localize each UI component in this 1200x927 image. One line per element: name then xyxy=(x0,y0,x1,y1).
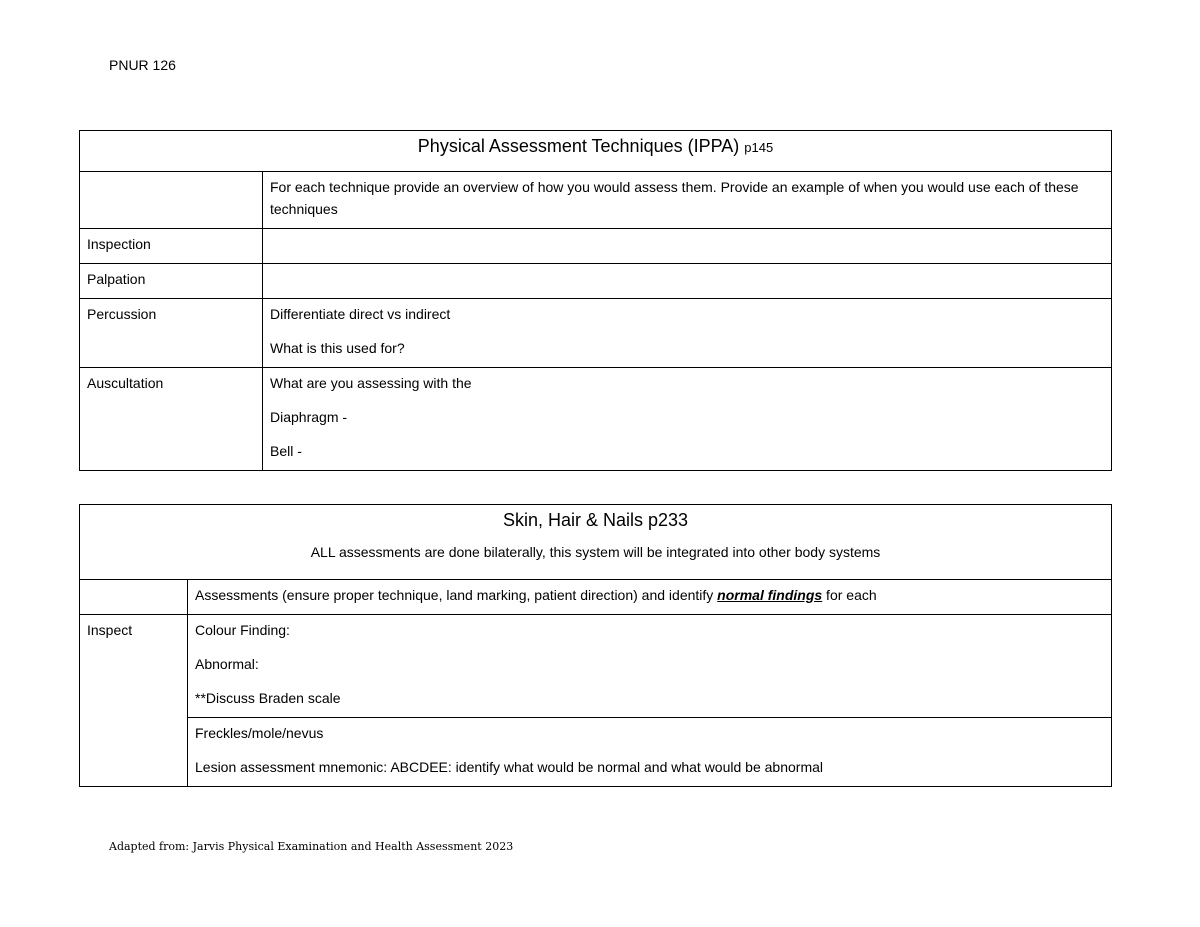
palpation-answer-cell[interactable] xyxy=(263,264,1112,299)
table-row xyxy=(80,264,1112,299)
ippa-empty-label-cell xyxy=(80,172,263,229)
percussion-answer-cell[interactable] xyxy=(263,299,1112,368)
skin-hair-nails-table xyxy=(79,504,1112,787)
instruction-text: Assessments (ensure proper technique, land marking, patient direction) and identify xyxy=(195,587,718,603)
ippa-page-ref: p145 xyxy=(744,140,774,155)
row-label-palpation: Palpation xyxy=(80,264,263,299)
braden-scale-prompt: **Discuss Braden scale xyxy=(195,690,341,706)
inspect-lesion-cell[interactable] xyxy=(188,718,1112,787)
skin-empty-label-cell xyxy=(80,580,188,615)
auscultation-prompt-2: Diaphragm - xyxy=(270,409,348,425)
footer-attribution: Adapted from: Jarvis Physical Examination and Health Assessment 2023 xyxy=(109,840,514,853)
skin-instruction-row xyxy=(80,580,1112,615)
instruction-tail: for each xyxy=(822,587,877,603)
auscultation-prompt-3: Bell - xyxy=(270,443,302,459)
table-row xyxy=(80,299,1112,368)
normal-findings-emphasis: normal findings xyxy=(717,587,823,603)
auscultation-prompt-1: What are you assessing with the xyxy=(270,375,472,391)
ippa-title-cell xyxy=(80,131,1112,172)
auscultation-answer-cell[interactable] xyxy=(263,368,1112,471)
colour-finding-prompt: Colour Finding: xyxy=(195,622,290,638)
skin-title: Skin, Hair & Nails p233 xyxy=(502,510,689,530)
percussion-prompt-2: What is this used for? xyxy=(270,340,405,356)
row-label-inspect: Inspect xyxy=(80,615,188,787)
inspect-colour-cell[interactable] xyxy=(188,615,1112,718)
ippa-title-row xyxy=(80,131,1112,172)
table-row xyxy=(80,229,1112,264)
lesion-mnemonic-prompt: Lesion assessment mnemonic: ABCDEE: identify what would be normal and what would be abnormal xyxy=(195,759,823,775)
row-label-inspection: Inspection xyxy=(80,229,263,264)
skin-instruction xyxy=(188,580,1112,615)
table-row xyxy=(80,368,1112,471)
freckles-prompt: Freckles/mole/nevus xyxy=(195,725,324,741)
ippa-instruction-row xyxy=(80,172,1112,229)
table-row xyxy=(80,615,1112,718)
percussion-prompt-1: Differentiate direct vs indirect xyxy=(270,306,451,322)
inspection-answer-cell[interactable] xyxy=(263,229,1112,264)
row-label-auscultation: Auscultation xyxy=(80,368,263,471)
course-code: PNUR 126 xyxy=(109,57,176,73)
skin-subtitle: ALL assessments are done bilaterally, this system will be integrated into other body systems xyxy=(310,544,881,560)
abnormal-prompt: Abnormal: xyxy=(195,656,259,672)
skin-title-row xyxy=(80,505,1112,580)
skin-title-cell xyxy=(80,505,1112,580)
ippa-instruction: For each technique provide an overview of how you would assess them. Provide an example of when you would use each of these techniques xyxy=(263,172,1112,229)
ippa-table xyxy=(79,130,1112,471)
row-label-percussion: Percussion xyxy=(80,299,263,368)
table-row xyxy=(80,718,1112,787)
ippa-title: Physical Assessment Techniques (IPPA) xyxy=(417,136,740,156)
